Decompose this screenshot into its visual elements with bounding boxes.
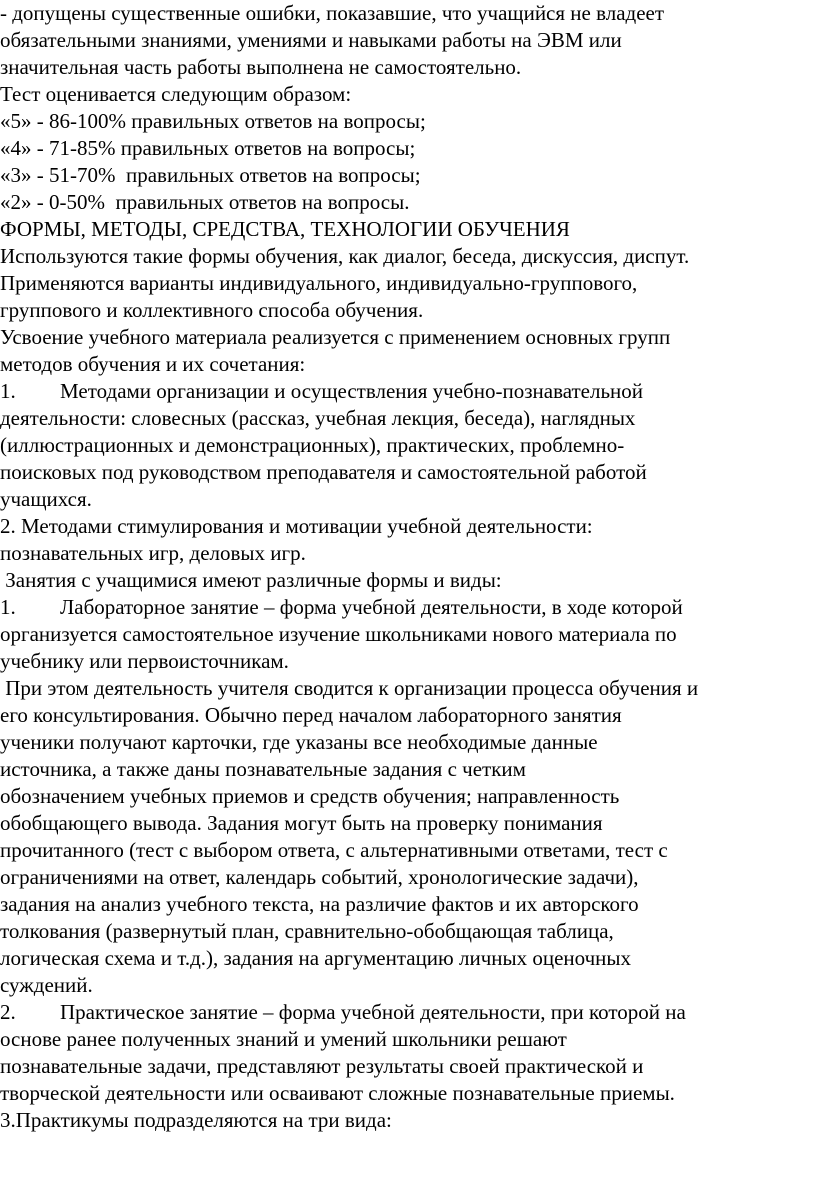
list-number: 1. bbox=[0, 379, 16, 403]
text-line: обязательными знаниями, умениями и навыками работы на ЭВМ или bbox=[0, 28, 622, 52]
section-heading: ФОРМЫ, МЕТОДЫ, СРЕДСТВА, ТЕХНОЛОГИИ ОБУЧЕНИЯ bbox=[0, 217, 570, 241]
text-line: Усвоение учебного материала реализуется с применением основных групп bbox=[0, 325, 671, 349]
text-line: группового и коллективного способа обучения. bbox=[0, 298, 424, 322]
text-line: ограничениями на ответ, календарь событий, хронологические задачи), bbox=[0, 865, 639, 889]
grade-line: «4» - 71-85% правильных ответов на вопросы; bbox=[0, 136, 416, 160]
grade-line: «2» - 0-50% правильных ответов на вопросы. bbox=[0, 190, 410, 214]
grade-line: «5» - 86-100% правильных ответов на вопросы; bbox=[0, 109, 426, 133]
text-line: задания на анализ учебного текста, на различие фактов и их авторского bbox=[0, 892, 639, 916]
text-line: учебнику или первоисточникам. bbox=[0, 649, 289, 673]
text-line: логическая схема и т.д.), задания на аргументацию личных оценочных bbox=[0, 946, 632, 970]
text-line: Тест оценивается следующим образом: bbox=[0, 82, 352, 106]
grade-line: «3» - 51-70% правильных ответов на вопросы; bbox=[0, 163, 421, 187]
text-line: обозначением учебных приемов и средств обучения; направленность bbox=[0, 784, 620, 808]
text-line: Занятия с учащимися имеют различные формы и виды: bbox=[0, 568, 502, 592]
text-line: прочитанного (тест с выбором ответа, с альтернативными ответами, тест с bbox=[0, 838, 668, 862]
list-item bbox=[0, 999, 686, 1026]
text-line: творческой деятельности или осваивают сложные познавательные приемы. bbox=[0, 1081, 675, 1105]
list-item bbox=[0, 378, 643, 405]
list-item-text: Практическое занятие – форма учебной деятельности, при которой на bbox=[60, 1000, 686, 1024]
text-line: значительная часть работы выполнена не самостоятельно. bbox=[0, 55, 522, 79]
text-line: 3.Практикумы подразделяются на три вида: bbox=[0, 1108, 392, 1132]
text-line: методов обучения и их сочетания: bbox=[0, 352, 306, 376]
text-line: организуется самостоятельное изучение школьниками нового материала по bbox=[0, 622, 677, 646]
text-line: При этом деятельность учителя сводится к организации процесса обучения и bbox=[0, 676, 699, 700]
text-line: поисковых под руководством преподавателя и самостоятельной работой bbox=[0, 460, 647, 484]
text-line: его консультирования. Обычно перед началом лабораторного занятия bbox=[0, 703, 622, 727]
text-line: - допущены существенные ошибки, показавшие, что учащийся не владеет bbox=[0, 1, 665, 25]
text-line: познавательных игр, деловых игр. bbox=[0, 541, 306, 565]
text-line: Применяются варианты индивидуального, индивидуально-группового, bbox=[0, 271, 638, 295]
text-line: обобщающего вывода. Задания могут быть на проверку понимания bbox=[0, 811, 603, 835]
text-line: познавательные задачи, представляют результаты своей практической и bbox=[0, 1054, 644, 1078]
list-item bbox=[0, 594, 683, 621]
list-item-text: Лабораторное занятие – форма учебной деятельности, в ходе которой bbox=[60, 595, 683, 619]
list-item-text: Методами организации и осуществления учебно-познавательной bbox=[60, 379, 644, 403]
text-line: толкования (развернутый план, сравнительно-обобщающая таблица, bbox=[0, 919, 614, 943]
text-line: учащихся. bbox=[0, 487, 92, 511]
text-line: 2. Методами стимулирования и мотивации учебной деятельности: bbox=[0, 514, 593, 538]
text-line: (иллюстрационных и демонстрационных), практических, проблемно- bbox=[0, 433, 625, 457]
list-number: 2. bbox=[0, 1000, 16, 1024]
text-line: ученики получают карточки, где указаны все необходимые данные bbox=[0, 730, 598, 754]
text-line: источника, а также даны познавательные задания с четким bbox=[0, 757, 526, 781]
text-line: основе ранее полученных знаний и умений школьники решают bbox=[0, 1027, 567, 1051]
text-line: деятельности: словесных (рассказ, учебная лекция, беседа), наглядных bbox=[0, 406, 636, 430]
text-line: Используются такие формы обучения, как диалог, беседа, дискуссия, диспут. bbox=[0, 244, 690, 268]
text-line: суждений. bbox=[0, 973, 93, 997]
list-number: 1. bbox=[0, 595, 16, 619]
